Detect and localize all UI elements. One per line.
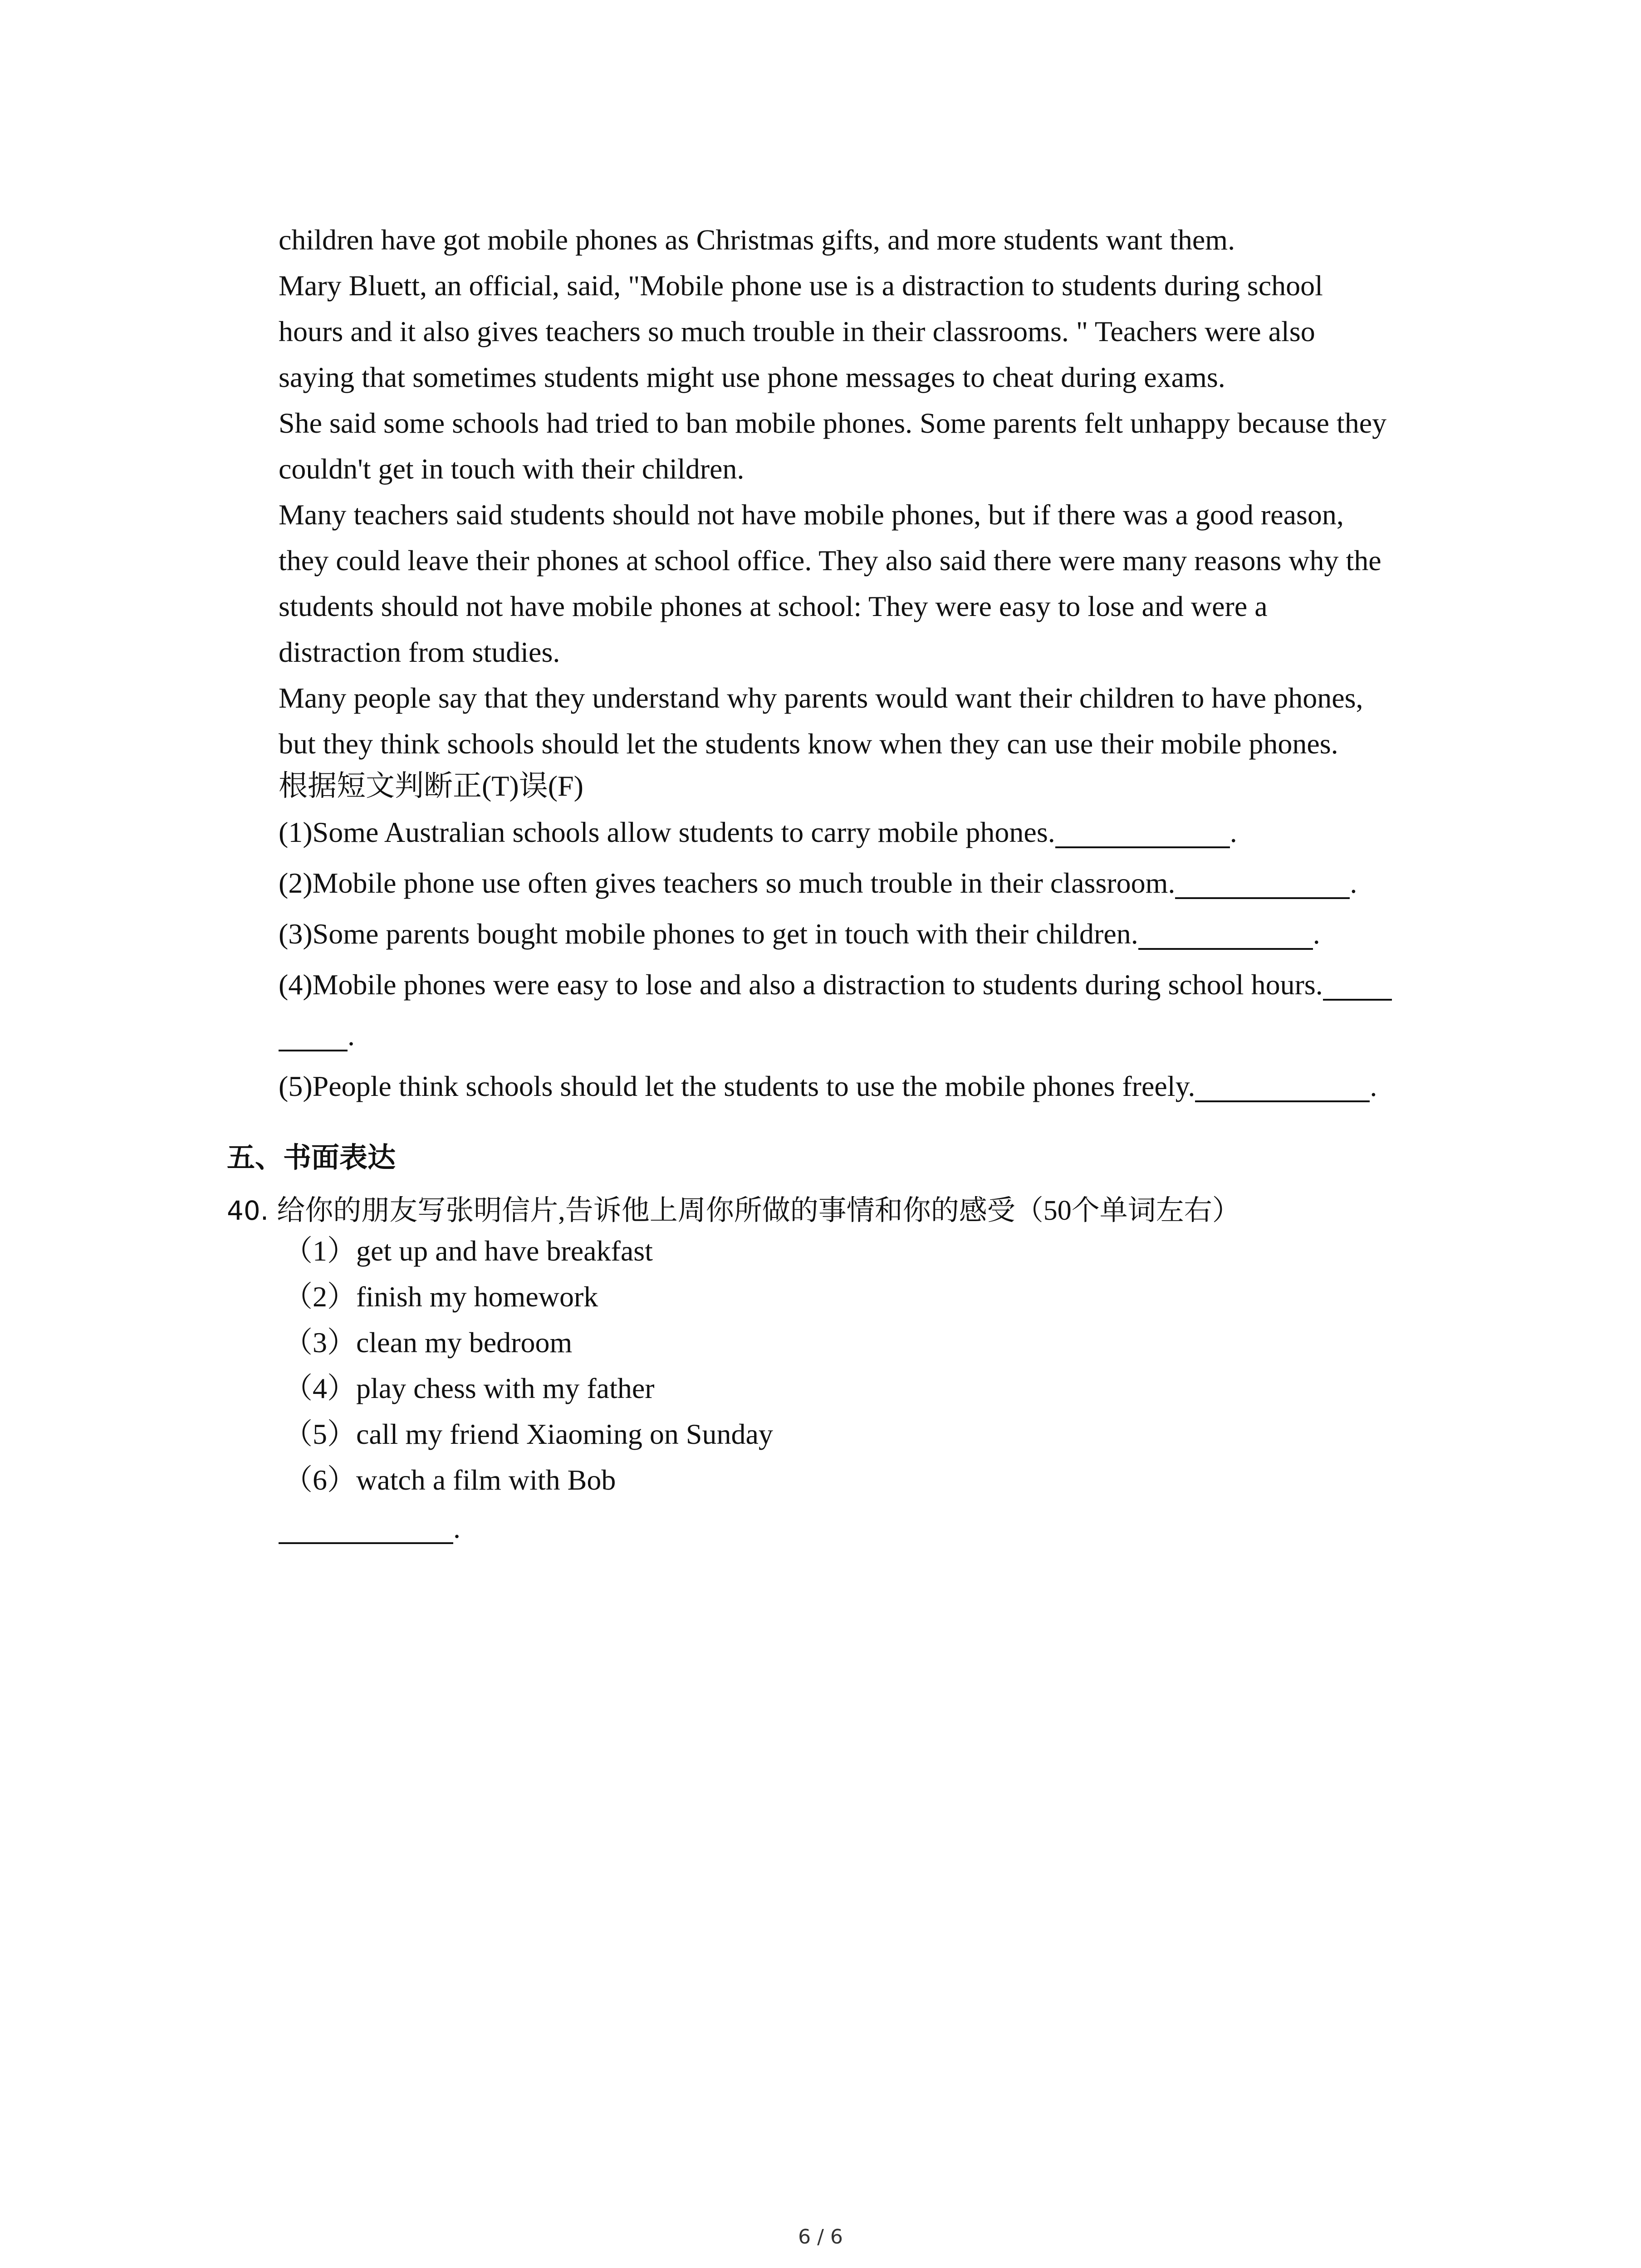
- writing-task: [227, 1188, 1240, 1228]
- question-text: (1)Some Australian schools allow students to carry mobile phones.: [279, 816, 1055, 848]
- task-prompt: 给你的朋友写张明信片,告诉他上周你所做的事情和你的感受（50个单词左右）: [277, 1195, 1240, 1226]
- answer-blank[interactable]: [1323, 973, 1392, 1001]
- hint-item: （2）finish my homework: [284, 1281, 598, 1313]
- passage-line: She said some schools had tried to ban mobile phones. Some parents felt unhappy because they: [279, 407, 1387, 439]
- question-item: [279, 916, 1320, 952]
- answer-blank[interactable]: [1138, 922, 1313, 950]
- question-item: [279, 814, 1237, 850]
- task-number: 40.: [227, 1195, 269, 1226]
- passage-line: Many teachers said students should not have mobile phones, but if there was a good reason,: [279, 499, 1344, 531]
- question-item: [279, 865, 1357, 901]
- passage-line: Many people say that they understand why parents would want their children to have phones,: [279, 682, 1363, 714]
- answer-blank[interactable]: [1175, 871, 1350, 899]
- answer-blank[interactable]: [279, 1023, 348, 1051]
- passage-line: couldn't get in touch with their children.: [279, 453, 745, 485]
- hint-item: （4）play chess with my father: [284, 1372, 655, 1404]
- hint-item: （3）clean my bedroom: [284, 1326, 573, 1359]
- passage-line: distraction from studies.: [279, 636, 560, 668]
- passage-line: children have got mobile phones as Christmas gifts, and more students want them.: [279, 224, 1235, 256]
- writing-answer-line: [279, 1511, 460, 1545]
- reading-passage: [279, 217, 1458, 767]
- period: .: [348, 1019, 355, 1051]
- question-item: [279, 1068, 1377, 1105]
- period: .: [453, 1512, 460, 1544]
- hint-item: （5）call my friend Xiaoming on Sunday: [284, 1418, 773, 1450]
- passage-line: they could leave their phones at school office. They also said there were many reasons why the: [279, 544, 1381, 577]
- true-false-instruction: 根据短文判断正(T)误(F): [279, 770, 583, 802]
- page-number: 6 / 6: [798, 2225, 843, 2248]
- passage-line: saying that sometimes students might use phone messages to cheat during exams.: [279, 361, 1225, 393]
- section-title: 五、书面表达: [227, 1141, 396, 1174]
- question-item: [279, 967, 1392, 1003]
- period: .: [1230, 816, 1237, 848]
- period: .: [1313, 918, 1320, 950]
- question-text: (3)Some parents bought mobile phones to get in touch with their children.: [279, 918, 1138, 950]
- question-text: (4)Mobile phones were easy to lose and also a distraction to students during school hours.: [279, 968, 1323, 1001]
- period: .: [1370, 1070, 1377, 1102]
- hint-item: （1）get up and have breakfast: [284, 1235, 653, 1267]
- answer-blank[interactable]: [1195, 1074, 1370, 1102]
- question-text: (5)People think schools should let the students to use the mobile phones freely.: [279, 1070, 1195, 1102]
- writing-answer-blank[interactable]: [279, 1516, 453, 1544]
- passage-line: Mary Bluett, an official, said, "Mobile phone use is a distraction to students during school: [279, 269, 1323, 302]
- passage-line: students should not have mobile phones at school: They were easy to lose and were a: [279, 590, 1268, 622]
- question-item-continuation: [279, 1017, 355, 1054]
- question-text: (2)Mobile phone use often gives teachers so much trouble in their classroom.: [279, 867, 1176, 899]
- passage-line: but they think schools should let the students know when they can use their mobile phones.: [279, 728, 1338, 760]
- hint-item: （6）watch a film with Bob: [284, 1464, 616, 1496]
- period: .: [1350, 867, 1357, 899]
- answer-blank[interactable]: [1055, 820, 1230, 848]
- passage-line: hours and it also gives teachers so much trouble in their classrooms. " Teachers were also: [279, 315, 1315, 347]
